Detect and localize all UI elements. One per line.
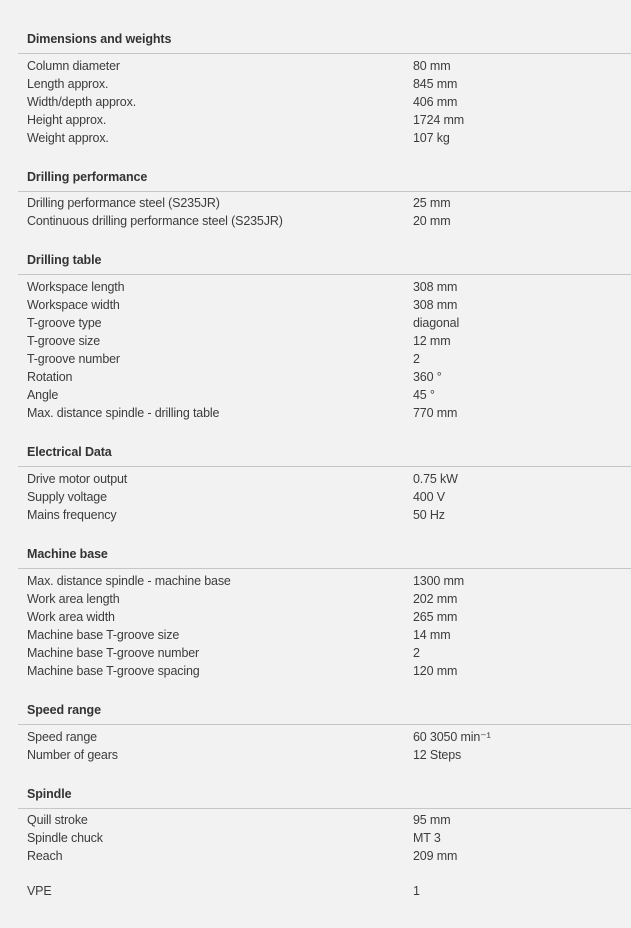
spec-label: Reach xyxy=(27,849,63,863)
section-title: Dimensions and weights xyxy=(27,32,172,46)
spec-value: 308 mm xyxy=(413,280,458,294)
spec-row xyxy=(0,213,631,231)
spec-row xyxy=(0,333,631,351)
spec-value: 0.75 kW xyxy=(413,472,458,486)
spec-value: 845 mm xyxy=(413,77,458,91)
spec-value: 202 mm xyxy=(413,592,458,606)
spec-value: 50 Hz xyxy=(413,508,445,522)
spec-label: Machine base T-groove size xyxy=(27,628,180,642)
spec-row xyxy=(0,351,631,369)
spec-row xyxy=(0,76,631,94)
spec-value: 2 xyxy=(413,646,420,660)
spec-label: Weight approx. xyxy=(27,131,109,145)
spec-row xyxy=(0,830,631,848)
spec-label: Work area width xyxy=(27,610,115,624)
spec-value: 265 mm xyxy=(413,610,458,624)
spec-label: Max. distance spindle - machine base xyxy=(27,574,231,588)
spec-row xyxy=(0,387,631,405)
spec-label: Quill stroke xyxy=(27,813,88,827)
spec-label: Speed range xyxy=(27,730,97,744)
spec-value: 400 V xyxy=(413,490,445,504)
spec-label: Height approx. xyxy=(27,113,107,127)
section-divider xyxy=(18,568,631,569)
spec-row xyxy=(0,58,631,76)
spec-label: Work area length xyxy=(27,592,120,606)
spec-row xyxy=(0,591,631,609)
spec-value: 770 mm xyxy=(413,406,458,420)
spec-value: 107 kg xyxy=(413,131,450,145)
spec-label: Workspace length xyxy=(27,280,125,294)
spec-row xyxy=(0,369,631,387)
spec-row xyxy=(0,195,631,213)
spec-value: 20 mm xyxy=(413,214,451,228)
spec-label: T-groove number xyxy=(27,352,120,366)
spec-row xyxy=(0,645,631,663)
spec-value: diagonal xyxy=(413,316,460,330)
spec-value: MT 3 xyxy=(413,831,441,845)
spec-label: Supply voltage xyxy=(27,490,107,504)
spec-row xyxy=(0,489,631,507)
spec-row xyxy=(0,405,631,423)
spec-value: 308 mm xyxy=(413,298,458,312)
spec-row xyxy=(0,297,631,315)
section-divider xyxy=(18,808,631,809)
spec-row xyxy=(0,130,631,148)
spec-label: Max. distance spindle - drilling table xyxy=(27,406,220,420)
section-divider xyxy=(18,274,631,275)
spec-value: 12 Steps xyxy=(413,748,462,762)
section-title: Drilling table xyxy=(27,253,102,267)
vpe-value: 1 xyxy=(413,884,420,898)
section-title: Drilling performance xyxy=(27,170,148,184)
spec-value: 2 xyxy=(413,352,420,366)
spec-row xyxy=(0,507,631,525)
spec-label: Machine base T-groove number xyxy=(27,646,200,660)
spec-row xyxy=(0,627,631,645)
spec-label: Number of gears xyxy=(27,748,118,762)
spec-value: 1300 mm xyxy=(413,574,465,588)
section-title: Spindle xyxy=(27,787,72,801)
spec-label: Column diameter xyxy=(27,59,120,73)
spec-row xyxy=(0,315,631,333)
spec-value: 120 mm xyxy=(413,664,458,678)
section-divider xyxy=(18,191,631,192)
spec-value: 12 mm xyxy=(413,334,451,348)
spec-value: 1724 mm xyxy=(413,113,465,127)
section-title: Speed range xyxy=(27,703,101,717)
spec-label: Spindle chuck xyxy=(27,831,103,845)
spec-value: 80 mm xyxy=(413,59,451,73)
spec-label: T-groove type xyxy=(27,316,102,330)
spec-value: 60 3050 min⁻¹ xyxy=(413,730,491,744)
vpe-label: VPE xyxy=(27,884,52,898)
spec-value: 45 ° xyxy=(413,388,435,402)
spec-row xyxy=(0,609,631,627)
spec-label: Drilling performance steel (S235JR) xyxy=(27,196,220,210)
spec-row xyxy=(0,279,631,297)
spec-row xyxy=(0,747,631,765)
spec-label: Mains frequency xyxy=(27,508,117,522)
vpe-row xyxy=(0,883,631,901)
spec-label: Length approx. xyxy=(27,77,109,91)
spec-value: 406 mm xyxy=(413,95,458,109)
spec-value: 209 mm xyxy=(413,849,458,863)
section-divider xyxy=(18,466,631,467)
spec-row xyxy=(0,729,631,747)
spec-label: Continuous drilling performance steel (S235JR) xyxy=(27,214,283,228)
section-divider xyxy=(18,724,631,725)
spec-row xyxy=(0,94,631,112)
spec-label: Width/depth approx. xyxy=(27,95,137,109)
spec-label: Machine base T-groove spacing xyxy=(27,664,200,678)
spec-row xyxy=(0,573,631,591)
section-divider xyxy=(18,53,631,54)
spec-value: 25 mm xyxy=(413,196,451,210)
spec-row xyxy=(0,663,631,681)
section-title: Machine base xyxy=(27,547,108,561)
spec-value: 14 mm xyxy=(413,628,451,642)
section-title: Electrical Data xyxy=(27,445,112,459)
spec-row xyxy=(0,848,631,866)
spec-label: Drive motor output xyxy=(27,472,128,486)
spec-row xyxy=(0,812,631,830)
spec-row xyxy=(0,471,631,489)
spec-label: Angle xyxy=(27,388,59,402)
spec-label: Workspace width xyxy=(27,298,120,312)
spec-label: Rotation xyxy=(27,370,73,384)
spec-value: 360 ° xyxy=(413,370,442,384)
spec-label: T-groove size xyxy=(27,334,101,348)
spec-row xyxy=(0,112,631,130)
spec-value: 95 mm xyxy=(413,813,451,827)
